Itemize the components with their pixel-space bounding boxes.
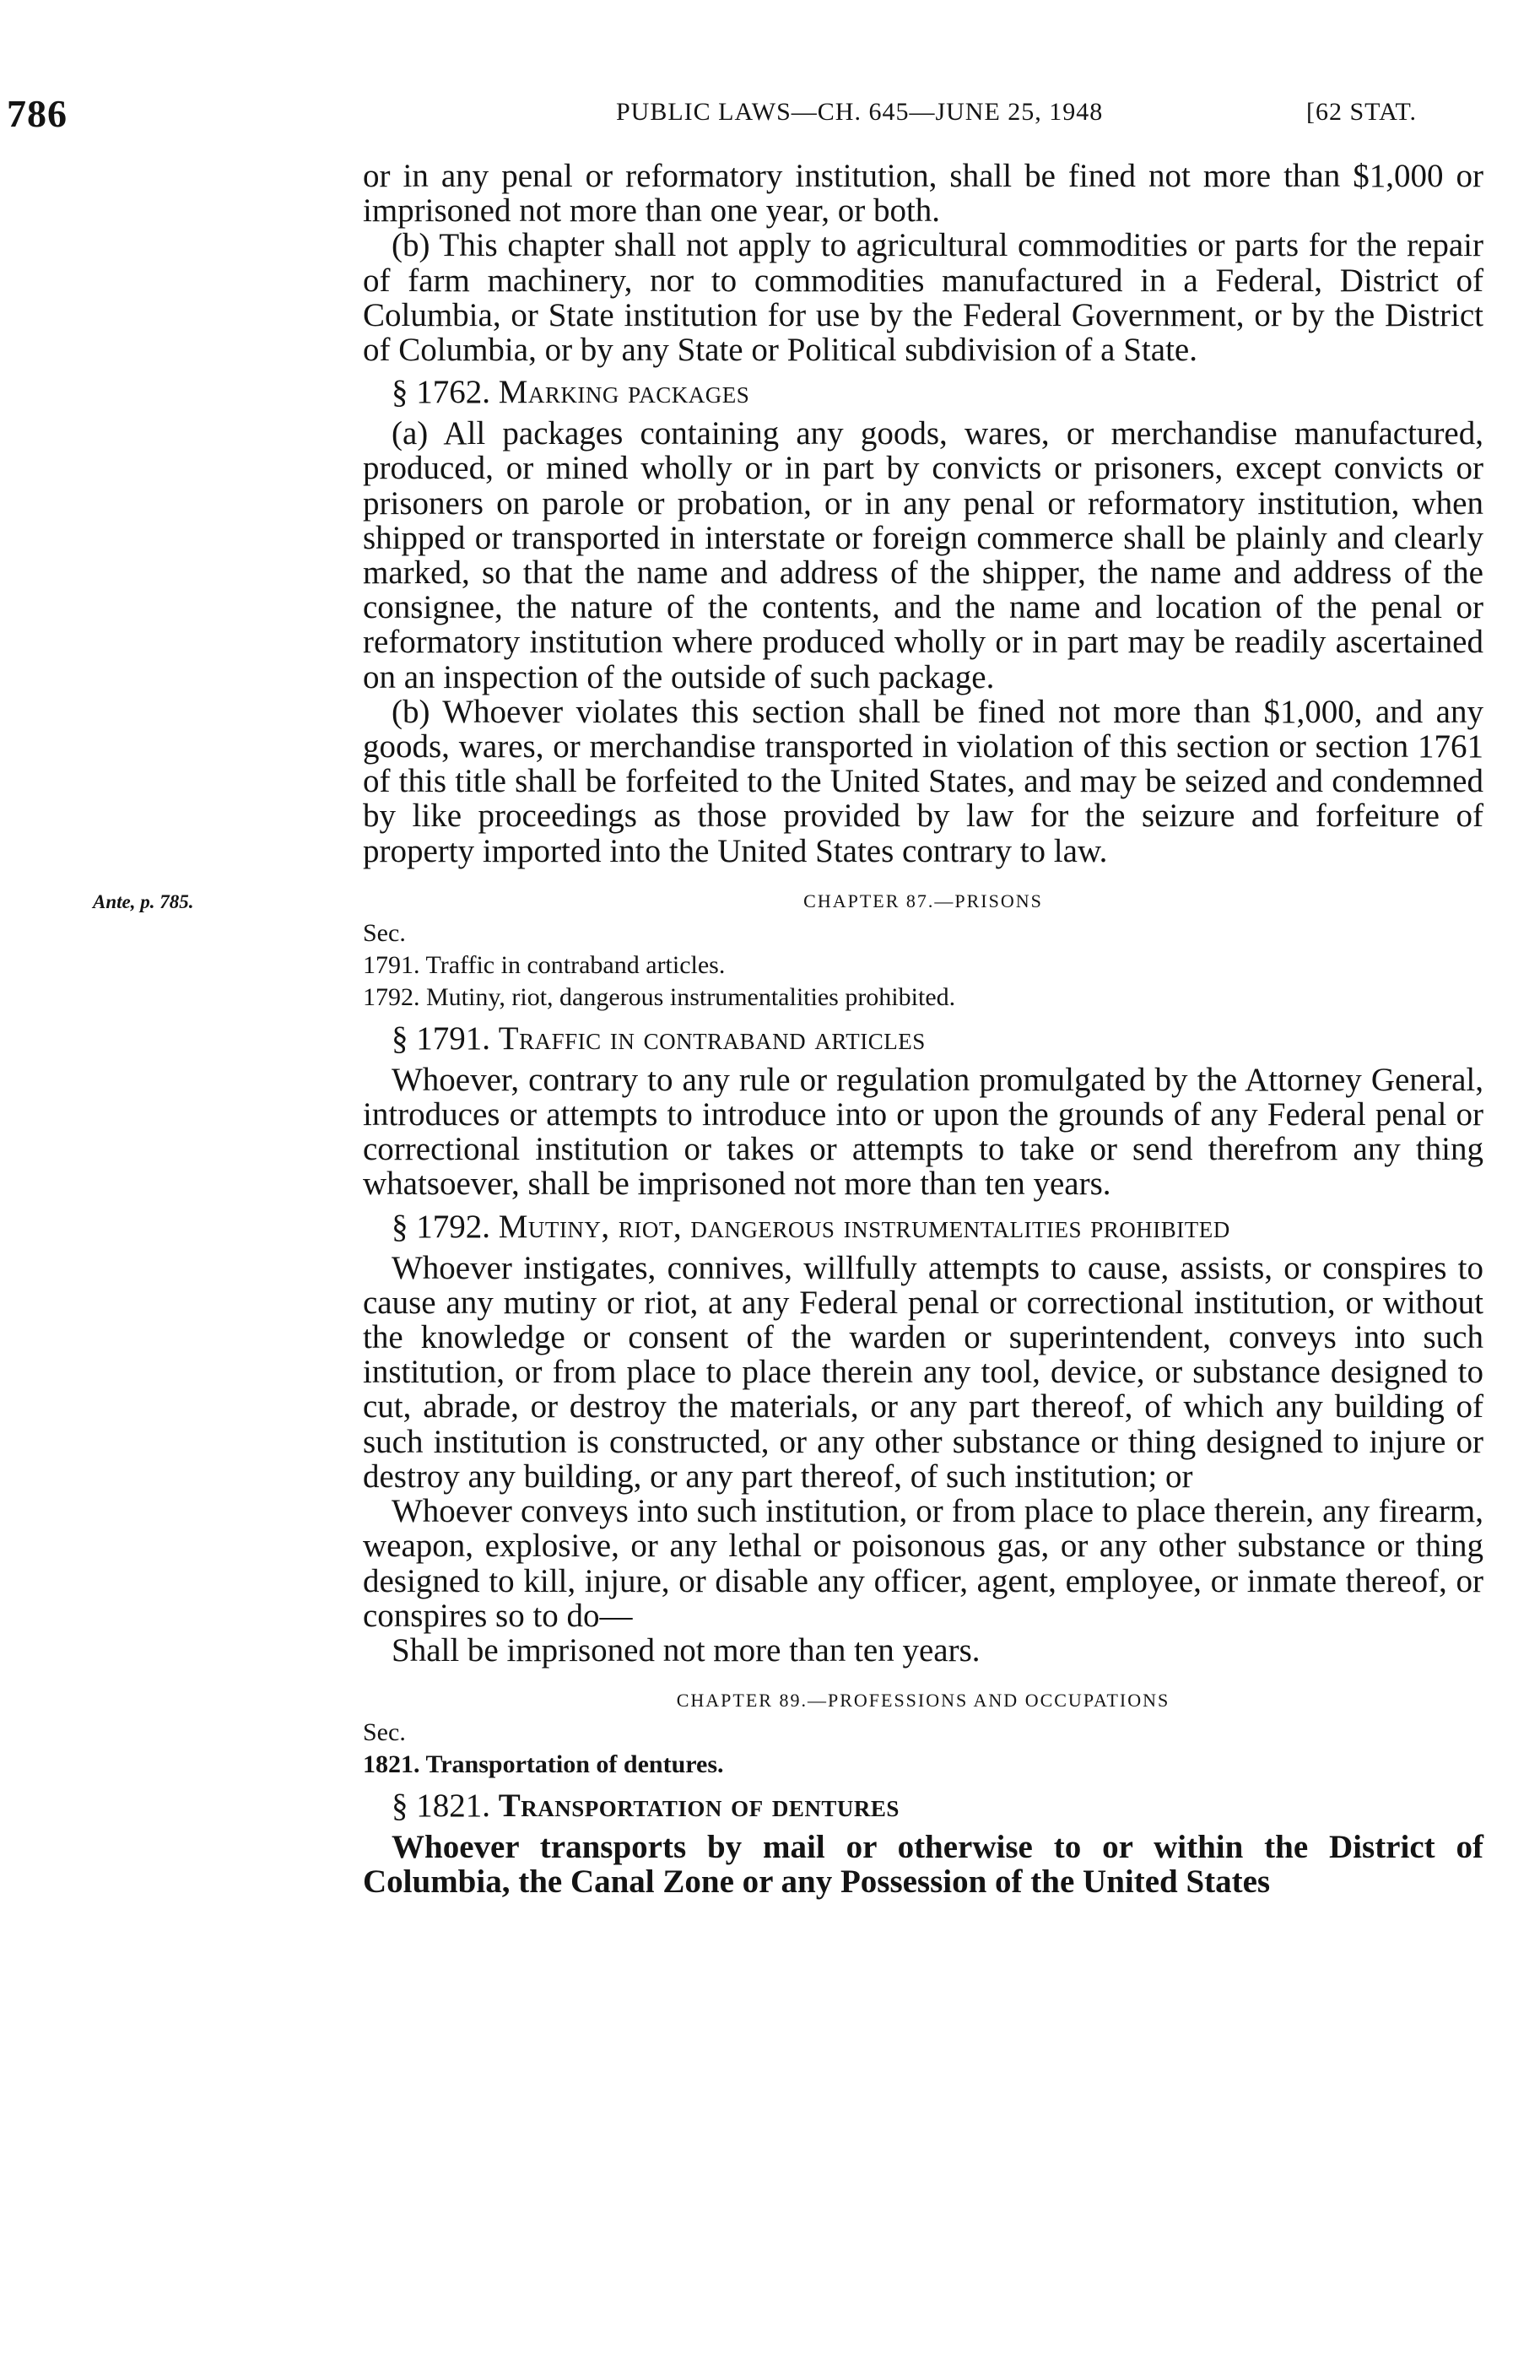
- chapter-89-toc-item: 1821. Transportation of dentures.: [363, 1750, 724, 1779]
- chapter-89-sec-label: Sec.: [363, 1718, 406, 1747]
- text-column: [363, 159, 1483, 1900]
- section-heading-1821: [392, 1788, 1483, 1825]
- statute-reference: [62 STAT.: [1306, 98, 1418, 126]
- section-1821-text: Whoever transports by mail or otherwise to or within the District of Columbia, the Canal Zone or any Possession of the United States: [363, 1829, 1483, 1901]
- section-heading-1791: [392, 1020, 1483, 1057]
- paragraph-continuation: or in any penal or reformatory institution, shall be fined not more than $1,000 or imprisoned not more than one year, or both.: [363, 158, 1483, 230]
- section-1792-paragraph: Whoever instigates, connives, willfully attempts to cause, assists, or conspires to cause any mutiny or riot, at any Federal penal or correctional institution, or without the knowledge or consent of the warden or superintendent, conveys into such institution, or from place to place therein any tool, device, or substance designed to cut, abrade, or destroy the materials, or any part thereof, of which any building of such institution is constructed, or any other substance or thing designed to injure or destroy any building, or any part thereof, of such institution; or: [363, 1249, 1483, 1495]
- chapter-87-heading: CHAPTER 87.—PRISONS: [803, 890, 1043, 911]
- section-1762-b: (b) Whoever violates this section shall be fined not more than $1,000, and any goods, wares, or merchandise transported in violation of this section or section 1761 of this title shall be forfeited to the United States, and may be seized and condemned by like proceedings as those provided by law for the seizure and forfeiture of property imported into the United States contrary to law.: [363, 693, 1483, 869]
- section-1762-a: (a) All packages containing any goods, wares, or merchandise manufactured, produced, or mined wholly or in part by convicts or prisoners, except convicts or prisoners on parole or probation, or in any penal or reformatory institution, when shipped or transported in interstate or foreign commerce shall be plainly and clearly marked, so that the name and address of the shipper, the name and address of the consignee, the nature of the contents, and the name and location of the penal or reformatory institution where produced wholly or in part may be readily ascertained on an inspection of the outside of such package.: [363, 415, 1483, 695]
- section-heading-1792: [392, 1209, 1483, 1246]
- section-number: § 1821.: [392, 1788, 490, 1825]
- section-number: § 1762.: [392, 374, 490, 411]
- chapter-87-toc-item: 1791. Traffic in contraband articles.: [363, 950, 726, 979]
- section-heading-1762: [392, 374, 1483, 411]
- section-number: § 1791.: [392, 1020, 490, 1057]
- section-1792-paragraph: Whoever conveys into such institution, or from place to place therein, any firearm, weapon, explosive, or any lethal or poisonous gas, or any other substance or thing designed to kill, injure, or disable any officer, agent, employee, or inmate thereof, or conspires so to do—: [363, 1493, 1483, 1634]
- paragraph-subsection-b: (b) This chapter shall not apply to agricultural commodities or parts for the repair of farm machinery, nor to commodities manufactured in a Federal, District of Columbia, or State institution for use by the Federal Government, or by the District of Columbia, or by any State or Political subdivision of a State.: [363, 227, 1483, 369]
- chapter-89-heading: CHAPTER 89.—PROFESSIONS AND OCCUPATIONS: [676, 1690, 1170, 1712]
- section-title: Traffic in contraband articles: [498, 1020, 926, 1057]
- running-head: PUBLIC LAWS—CH. 645—JUNE 25, 1948: [616, 98, 1104, 126]
- section-1791-text: Whoever, contrary to any rule or regulation promulgated by the Attorney General, introduces or attempts to introduce into or upon the grounds of any Federal penal or correctional institution or takes or attempts to take or send therefrom any thing whatsoever, shall be imprisoned not more than ten years.: [363, 1061, 1483, 1203]
- section-title: Mutiny, riot, dangerous instrumentalities prohibited: [498, 1208, 1230, 1245]
- section-number: § 1792.: [392, 1208, 490, 1245]
- chapter-87-sec-label: Sec.: [363, 918, 406, 947]
- section-title: Transportation of dentures: [498, 1788, 900, 1825]
- page-number: 786: [7, 92, 68, 135]
- chapter-87-toc-item: 1792. Mutiny, riot, dangerous instrumentalities prohibited.: [363, 982, 956, 1011]
- section-1792-paragraph: Shall be imprisoned not more than ten years.: [392, 1631, 981, 1669]
- section-title: Marking packages: [498, 374, 750, 411]
- margin-note-ante: Ante, p. 785.: [93, 891, 194, 912]
